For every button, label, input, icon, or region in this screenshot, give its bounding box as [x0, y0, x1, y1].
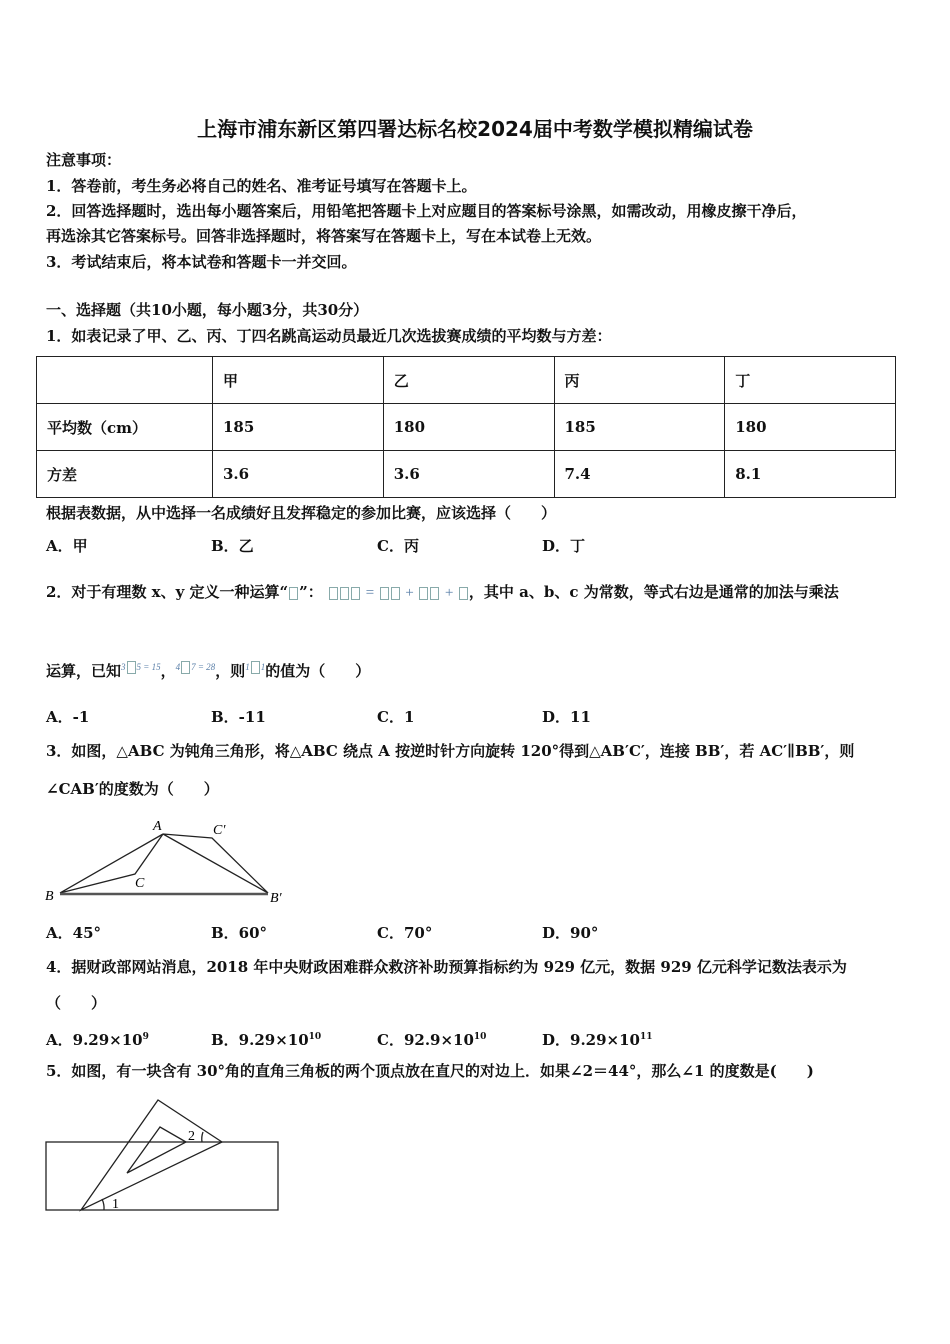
section-heading: 一、选择题（共10小题，每小题3分，共30分） [46, 301, 369, 319]
table-cell: 185 [554, 404, 725, 451]
table-row [37, 404, 896, 451]
table-cell: 甲 [213, 357, 384, 404]
q3-option-d[interactable]: D．90° [542, 924, 599, 942]
table-cell: 7.4 [554, 451, 725, 498]
q5-ruler-triangle-figure [40, 1090, 300, 1220]
ask-expression: 1 1 [245, 662, 265, 672]
given-2: 4 7 = 28 [176, 662, 216, 672]
label-c-prime: C′ [213, 823, 226, 838]
q4-stem: （ ） [46, 994, 107, 1012]
table-cell: 方差 [37, 451, 213, 498]
q2-text: 运算，已知 [46, 662, 122, 680]
notice-item: 1．答卷前，考生务必将自己的姓名、准考证号填写在答题卡上。 [46, 177, 477, 195]
q4-option-a[interactable]: A．$9.29\times 10^9$ [46, 1031, 149, 1049]
table-cell: 3.6 [383, 451, 554, 498]
q5-stem: 5．如图，有一块含有 30°角的直角三角板的两个顶点放在直尺的对边上．如果∠2＝44°，那么∠1 的度数是( ) [46, 1062, 814, 1080]
q2-text: ，则 [215, 662, 246, 680]
notice-item: 3．考试结束后，将本试卷和答题卡一并交回。 [46, 253, 357, 271]
q2-text: 的值为（ ） [265, 662, 371, 680]
table-cell: 丙 [554, 357, 725, 404]
table-cell: 平均数（cm） [37, 404, 213, 451]
table-cell: 丁 [725, 357, 896, 404]
q1-option-b[interactable]: B．乙 [211, 537, 254, 555]
table-cell: 180 [383, 404, 554, 451]
label-c: C [135, 876, 145, 891]
table-cell: 3.6 [213, 451, 384, 498]
q2-option-a[interactable]: A．-1 [46, 708, 90, 726]
q3-option-b[interactable]: B．60° [211, 924, 268, 942]
q3-option-c[interactable]: C．70° [377, 924, 433, 942]
angle-2-label: 2 [188, 1129, 195, 1144]
q1-option-a[interactable]: A．甲 [46, 537, 88, 555]
q4-stem: 4．据财政部网站消息，2018 年中央财政困难群众救济补助预算指标约为 929 亿元，数据 929 亿元科学记数法表示为 [46, 958, 847, 976]
label-b: B [45, 889, 54, 904]
q4-option-d[interactable]: D．$9.29\times 10^{11}$ [542, 1031, 653, 1049]
q2-stem-text: ”： [299, 583, 323, 601]
q4-option-b[interactable]: B．$9.29\times 10^{10}$ [211, 1031, 322, 1049]
q1-option-c[interactable]: C．丙 [377, 537, 419, 555]
q1-stem: 1．如表记录了甲、乙、丙、丁四名跳高运动员最近几次选拔赛成绩的平均数与方差： [46, 327, 612, 345]
q2-text: ， [160, 662, 176, 680]
q3-stem: ∠CAB′的度数为（ ） [46, 780, 219, 798]
q3-stem: 3．如图，△ABC 为钝角三角形，将△ABC 绕点 A 按逆时针方向旋转 120°得到△AB′C′，连接 BB′，若 AC′∥BB′，则 [46, 742, 855, 760]
q2-stem-line2 [46, 657, 370, 681]
notice-item: 2．回答选择题时，选出每小题答案后，用铅笔把答题卡上对应题目的答案标号涂黑，如需改动，用橡皮擦干净后， [46, 202, 807, 220]
angle-1-label: 1 [112, 1197, 119, 1212]
table-cell: 185 [213, 404, 384, 451]
q2-stem-text: 2．对于有理数 x、y 定义一种运算“ [46, 583, 289, 601]
notice-item: 再选涂其它答案标号。回答非选择题时，将答案写在答题卡上，写在本试卷上无效。 [46, 227, 602, 245]
q3-triangle-figure [40, 810, 300, 910]
q2-option-b[interactable]: B．-11 [211, 708, 266, 726]
label-a: A [153, 819, 162, 834]
q2-formula: = + + [328, 585, 469, 601]
q1-table [36, 356, 896, 498]
q2-option-d[interactable]: D．11 [542, 708, 591, 726]
q1-question: 根据表数据，从中选择一名成绩好且发挥稳定的参加比赛，应该选择（ ） [46, 504, 557, 522]
table-header-row [37, 357, 896, 404]
table-cell: 8.1 [725, 451, 896, 498]
q2-stem [46, 582, 839, 603]
operator-placeholder-icon [289, 587, 298, 600]
q2-option-c[interactable]: C．1 [377, 708, 415, 726]
given-1: 3 5 = 15 [121, 662, 161, 672]
table-row [37, 451, 896, 498]
q2-stem-text: ，其中 a、b、c 为常数，等式右边是通常的加法与乘法 [468, 583, 839, 601]
notice-heading: 注意事项： [46, 151, 122, 169]
q3-option-a[interactable]: A．45° [46, 924, 102, 942]
label-b-prime: B′ [270, 891, 282, 906]
q4-option-c[interactable]: C．$92.9\times 10^{10}$ [377, 1031, 487, 1049]
table-cell [37, 357, 213, 404]
table-cell: 乙 [383, 357, 554, 404]
q1-option-d[interactable]: D．丁 [542, 537, 586, 555]
table-cell: 180 [725, 404, 896, 451]
page-title: 上海市浦东新区第四署达标名校2024届中考数学模拟精编试卷 [197, 117, 753, 141]
